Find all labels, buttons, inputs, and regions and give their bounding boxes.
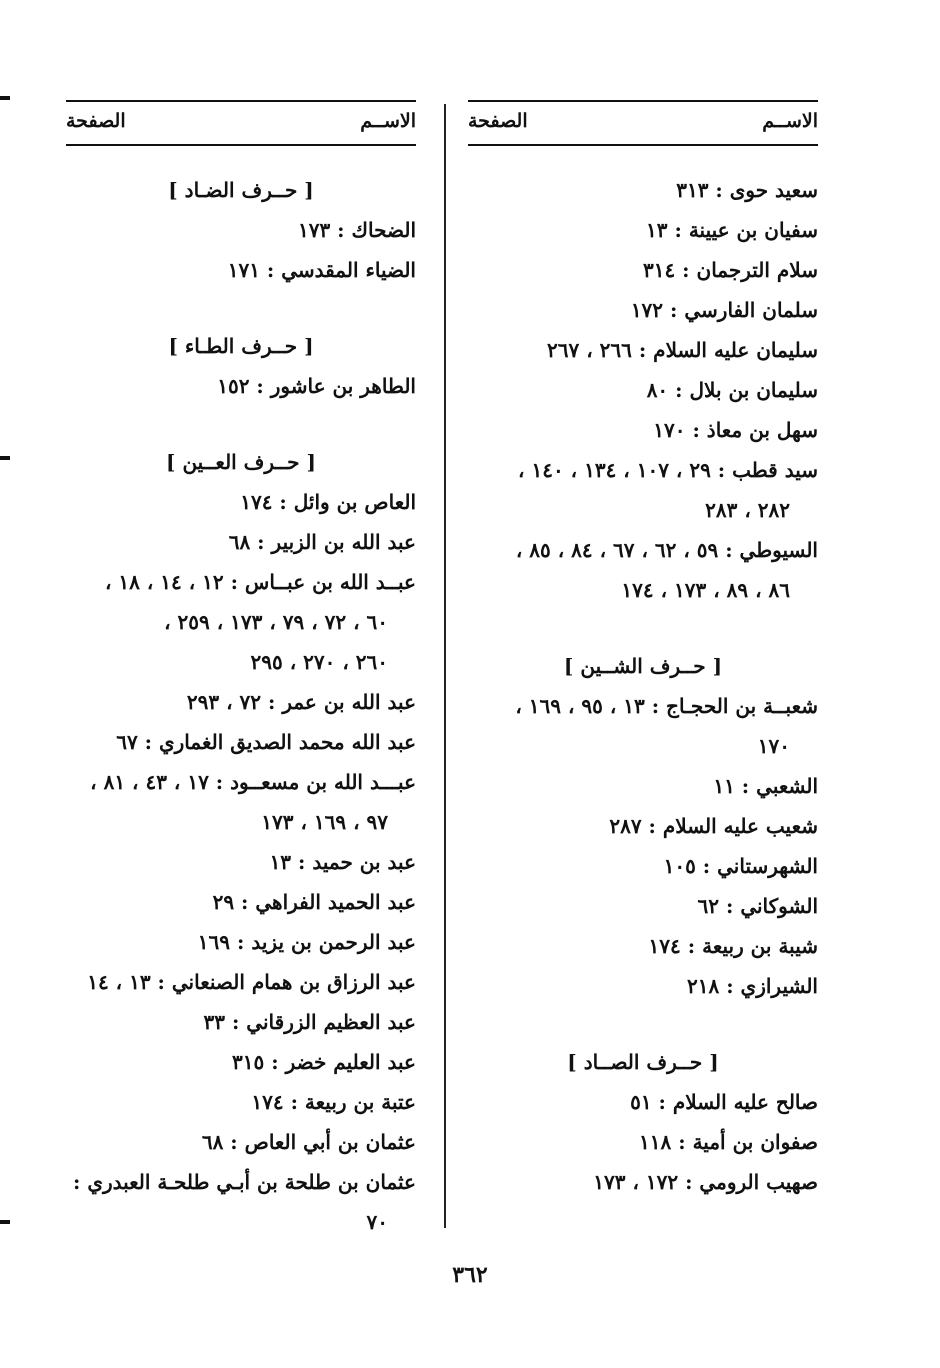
index-entry: الشوكاني : ٦٢ — [697, 894, 818, 918]
index-entry: سلام الترجمان : ٣١٤ — [642, 258, 818, 282]
index-entry-continuation: ٢٦٠ ، ٢٧٠ ، ٢٩٥ — [250, 650, 388, 674]
index-entry: عتبة بن ربيعة : ١٧٤ — [251, 1090, 416, 1114]
page-column-label: الصفحة — [66, 110, 126, 132]
index-entry: سفيان بن عيينة : ١٣ — [646, 218, 818, 242]
index-entry: الشهرستاني : ١٠٥ — [663, 854, 818, 878]
index-entry: السيوطي : ٥٩ ، ٦٢ ، ٦٧ ، ٨٤ ، ٨٥ ، — [515, 538, 818, 562]
index-entry: سهل بن معاذ : ١٧٠ — [653, 418, 818, 442]
index-entry: الضياء المقدسي : ١٧١ — [227, 258, 416, 282]
index-entry: شيبة بن ربيعة : ١٧٤ — [648, 934, 818, 958]
index-entry: عبد العليم خضر : ٣١٥ — [232, 1050, 416, 1074]
name-column-label: الاســم — [762, 110, 818, 132]
index-entry: عبــد الله بن عبــاس : ١٢ ، ١٤ ، ١٨ ، — [104, 570, 416, 594]
index-entry: عبد الرزاق بن همام الصنعاني : ١٣ ، ١٤ — [87, 970, 416, 994]
index-entry: العاص بن وائل : ١٧٤ — [240, 490, 416, 514]
index-entry-continuation: ٨٦ ، ٨٩ ، ١٧٣ ، ١٧٤ — [621, 578, 790, 602]
name-column-label: الاســم — [360, 110, 416, 132]
index-entry: سعيد حوى : ٣١٣ — [676, 178, 818, 202]
index-entry: سلمان الفارسي : ١٧٢ — [630, 298, 818, 322]
index-entry: الطاهر بن عاشور : ١٥٢ — [217, 374, 416, 398]
letter-section-heading: [ حــرف الضـاد ] — [168, 178, 314, 202]
entries-list — [468, 146, 818, 1202]
letter-section-heading: [ حــرف الصــاد ] — [567, 1050, 719, 1074]
index-entry: عبد بن حميد : ١٣ — [269, 850, 416, 874]
index-entry: عبد الرحمن بن يزيد : ١٦٩ — [197, 930, 416, 954]
scan-edge-mark — [0, 1220, 10, 1224]
index-entry: صفوان بن أمية : ١١٨ — [639, 1130, 818, 1154]
page-column-label: الصفحة — [468, 110, 528, 132]
letter-section-heading: [ حــرف الطـاء ] — [168, 334, 314, 358]
index-entry: عبد الحميد الفراهي : ٢٩ — [212, 890, 416, 914]
index-entry: صالح عليه السلام : ٥١ — [630, 1090, 818, 1114]
column-header — [468, 102, 818, 144]
index-entry-continuation: ٦٠ ، ٧٢ ، ٧٩ ، ١٧٣ ، ٢٥٩ ، — [164, 610, 388, 634]
letter-section-heading: [ حــرف العــين ] — [166, 450, 316, 474]
index-entry: عثمان بن طلحة بن أبـي طلحـة العبدري : — [72, 1170, 416, 1194]
index-entry: عبد الله بن الزبير : ٦٨ — [228, 530, 416, 554]
index-entry: شعيب عليه السلام : ٢٨٧ — [609, 814, 818, 838]
index-entry: عثمان بن أبي العاص : ٦٨ — [201, 1130, 416, 1154]
index-entry: الشيرازي : ٢١٨ — [687, 974, 818, 998]
index-entry: سليمان بن بلال : ٨٠ — [646, 378, 818, 402]
index-column-left — [66, 100, 416, 1242]
column-divider — [444, 104, 446, 1228]
index-entry-continuation: ٢٨٢ ، ٢٨٣ — [705, 498, 790, 522]
index-entry: عبـــد الله بن مسعــود : ١٧ ، ٤٣ ، ٨١ ، — [90, 770, 416, 794]
index-column-right — [468, 100, 818, 1202]
scan-edge-mark — [0, 96, 10, 100]
index-entry: الشعبي : ١١ — [713, 774, 818, 798]
index-entry-continuation: ١٧٠ — [757, 734, 790, 758]
index-entry-continuation: ٧٠ — [366, 1210, 388, 1234]
index-entry: شعبــة بن الحجـاج : ١٣ ، ٩٥ ، ١٦٩ ، — [515, 694, 818, 718]
index-entry: عبد العظيم الزرقاني : ٣٣ — [203, 1010, 416, 1034]
index-entry: سليمان عليه السلام : ٢٦٦ ، ٢٦٧ — [547, 338, 818, 362]
scan-edge-mark — [0, 456, 10, 460]
index-entry: سيد قطب : ٢٩ ، ١٠٧ ، ١٣٤ ، ١٤٠ ، — [518, 458, 818, 482]
index-entry: عبد الله بن عمر : ٧٢ ، ٢٩٣ — [186, 690, 416, 714]
index-entry: صهيب الرومي : ١٧٢ ، ١٧٣ — [593, 1170, 818, 1194]
index-entry: عبد الله محمد الصديق الغماري : ٦٧ — [116, 730, 416, 754]
column-header — [66, 102, 416, 144]
index-entry: الضحاك : ١٧٣ — [297, 218, 416, 242]
letter-section-heading: [ حــرف الشــين ] — [563, 654, 723, 678]
index-entry-continuation: ٩٧ ، ١٦٩ ، ١٧٣ — [261, 810, 388, 834]
entries-list — [66, 146, 416, 1242]
page-number: ٣٦٢ — [452, 1262, 488, 1288]
